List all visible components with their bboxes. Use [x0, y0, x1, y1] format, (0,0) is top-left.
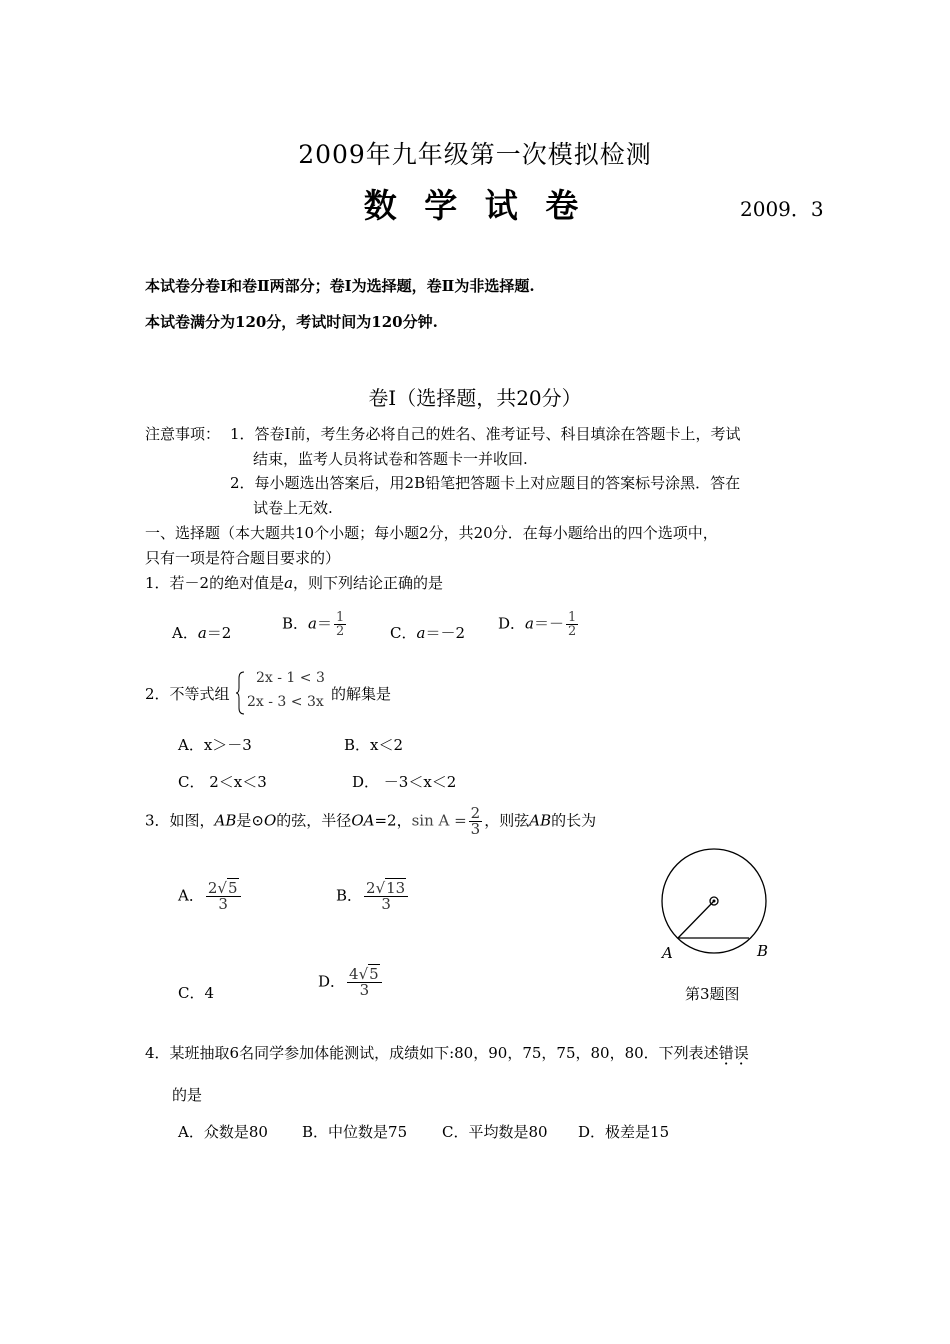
q3-d-label: D． [318, 972, 346, 991]
q1-d-num: 1 [568, 610, 577, 625]
notice-1b: 结束，监考人员将试卷和答题卡一并收回. [253, 450, 528, 468]
q3-option-b [336, 881, 410, 912]
q1-b-eq: ＝ [316, 614, 332, 633]
section-title: 卷Ⅰ（选择题，共20分） [368, 386, 582, 410]
q4-option-b: B．中位数是75 [302, 1123, 408, 1141]
q3-a-label: A． [178, 886, 204, 905]
q4-emphasis-2: 误 [733, 1044, 749, 1062]
q2-stem-prefix: 2．不等式组 [145, 685, 230, 703]
q2-option-c: C． 2＜x＜3 [178, 773, 267, 791]
q4-stem [145, 1042, 749, 1063]
radius-oa [678, 901, 714, 938]
part-title-a: 一、选择题（本大题共10个小题；每小题2分，共20分．在每小题给出的四个选项中， [145, 524, 718, 542]
fig-label-a: A [662, 944, 673, 962]
q2-brace-icon [236, 670, 246, 716]
q3-a-coef: 2 [207, 879, 218, 897]
q3-b-label: B． [336, 886, 363, 905]
q2-ineq-1: 2x - 1 < 3 [256, 670, 325, 686]
q1-d-var: a [525, 614, 534, 633]
q3-stem-b: 是⊙ [236, 811, 264, 830]
q4-option-a: A．众数是80 [178, 1123, 268, 1141]
notice-2b: 试卷上无效. [253, 499, 333, 517]
notice-2a: 2．每小题选出答案后，用2B铅笔把答题卡上对应题目的答案标号涂黑．答在 [230, 474, 741, 492]
q3-a-fraction [206, 881, 241, 912]
q3-b-fraction [364, 881, 408, 912]
q1-b-label: B． [282, 614, 309, 633]
q3-ab: AB [214, 811, 237, 830]
q3-stem-c: 的弦，半径 [276, 811, 352, 830]
q1-a-var: a [197, 624, 207, 642]
q3-stem [145, 806, 596, 837]
fig-label-b: B [757, 942, 769, 960]
q3-option-a [178, 881, 243, 912]
fig-caption: 第3题图 [685, 985, 740, 1003]
q3-a-num: 2√5 [206, 881, 241, 897]
q1-d-den: 2 [568, 624, 577, 639]
q1-c-label: C． [390, 624, 417, 642]
q3-ab2: AB [529, 811, 552, 830]
part-title-b: 只有一项是符合题目要求的） [145, 549, 341, 567]
q3-a-rad: 5 [227, 879, 238, 897]
q1-stem-var: a [284, 574, 294, 592]
q3-stem-a: 3．如图， [145, 811, 215, 830]
q1-option-b [282, 611, 348, 638]
q4-option-d: D．极差是15 [578, 1123, 670, 1141]
q4-option-c: C．平均数是80 [442, 1123, 548, 1141]
q3-d-num: 4√5 [347, 967, 382, 983]
q4-stem-a: 4．某班抽取6名同学参加体能测试，成绩如下:80，90，75，75，80，80．下列表述 [145, 1044, 719, 1062]
q3-sin-num: 2 [470, 804, 481, 822]
q1-option-d [498, 611, 580, 638]
q2-ineq-2: 2x - 3 < 3x [247, 694, 324, 710]
q1-stem-b: ，则下列结论正确的是 [293, 574, 444, 592]
q3-d-den: 3 [359, 981, 370, 999]
q1-a-label: A． [172, 624, 198, 642]
exam-subtitle: 数 学 试 卷 [363, 186, 587, 225]
q3-b-coef: 2 [366, 879, 376, 897]
q3-o: O [263, 811, 277, 830]
q1-stem-a: 1．若－2的绝对值是 [145, 574, 285, 592]
q3-b-num: 2√13 [364, 881, 408, 897]
q4-stem-b: 的是 [172, 1086, 203, 1104]
q3-sin-den: 3 [470, 820, 481, 838]
q1-option-a [172, 622, 231, 643]
exam-title: 2009年九年级第一次模拟检测 [298, 140, 652, 169]
q3-sin-fraction [469, 806, 483, 837]
notice-1a: 1．答卷Ⅰ前，考生务必将自己的姓名、准考证号、科目填涂在答题卡上，考试 [230, 425, 741, 443]
q1-c-val: ＝－2 [425, 624, 465, 642]
q3-sin: sin A = [411, 811, 467, 830]
q1-b-var: a [308, 614, 317, 633]
q3-oa: OA [351, 811, 375, 830]
q1-d-fraction [566, 611, 578, 638]
q3-circle-figure [655, 845, 775, 955]
q3-option-c: C．4 [178, 984, 215, 1002]
q1-b-den: 2 [336, 624, 345, 639]
q3-stem-e: ，则弦 [484, 811, 530, 830]
q2-option-b: B．x＜2 [344, 736, 404, 754]
q1-option-c [390, 622, 465, 643]
q2-stem-suffix: 的解集是 [331, 685, 392, 703]
q3-d-coef: 4 [349, 965, 359, 983]
q1-a-val: ＝2 [206, 624, 232, 642]
q3-b-rad: 13 [386, 879, 406, 897]
q1-d-label: D． [498, 614, 526, 633]
notice-label: 注意事项： [145, 425, 221, 443]
exam-date: 2009．3 [740, 197, 824, 221]
q1-stem [145, 572, 443, 593]
q3-d-rad: 5 [369, 965, 379, 983]
center-dot [713, 900, 716, 903]
intro-line-2: 本试卷满分为120分，考试时间为120分钟. [145, 313, 438, 331]
q1-c-var: a [416, 624, 426, 642]
q2-option-d: D． －3＜x＜2 [352, 773, 457, 791]
q3-d-fraction [347, 967, 382, 998]
q1-d-eq: ＝－ [533, 614, 564, 633]
q4-emphasis-1: 错 [718, 1044, 734, 1062]
q3-stem-d: =2， [374, 811, 412, 830]
q3-option-d [318, 967, 384, 998]
q3-stem-f: 的长为 [551, 811, 597, 830]
q3-b-den: 3 [381, 895, 391, 913]
q1-b-num: 1 [336, 610, 345, 625]
intro-line-1: 本试卷分卷Ⅰ和卷Ⅱ两部分；卷Ⅰ为选择题，卷Ⅱ为非选择题. [145, 277, 535, 295]
q2-option-a: A．x＞－3 [178, 736, 252, 754]
q1-b-fraction [334, 611, 346, 638]
q3-a-den: 3 [218, 895, 228, 913]
